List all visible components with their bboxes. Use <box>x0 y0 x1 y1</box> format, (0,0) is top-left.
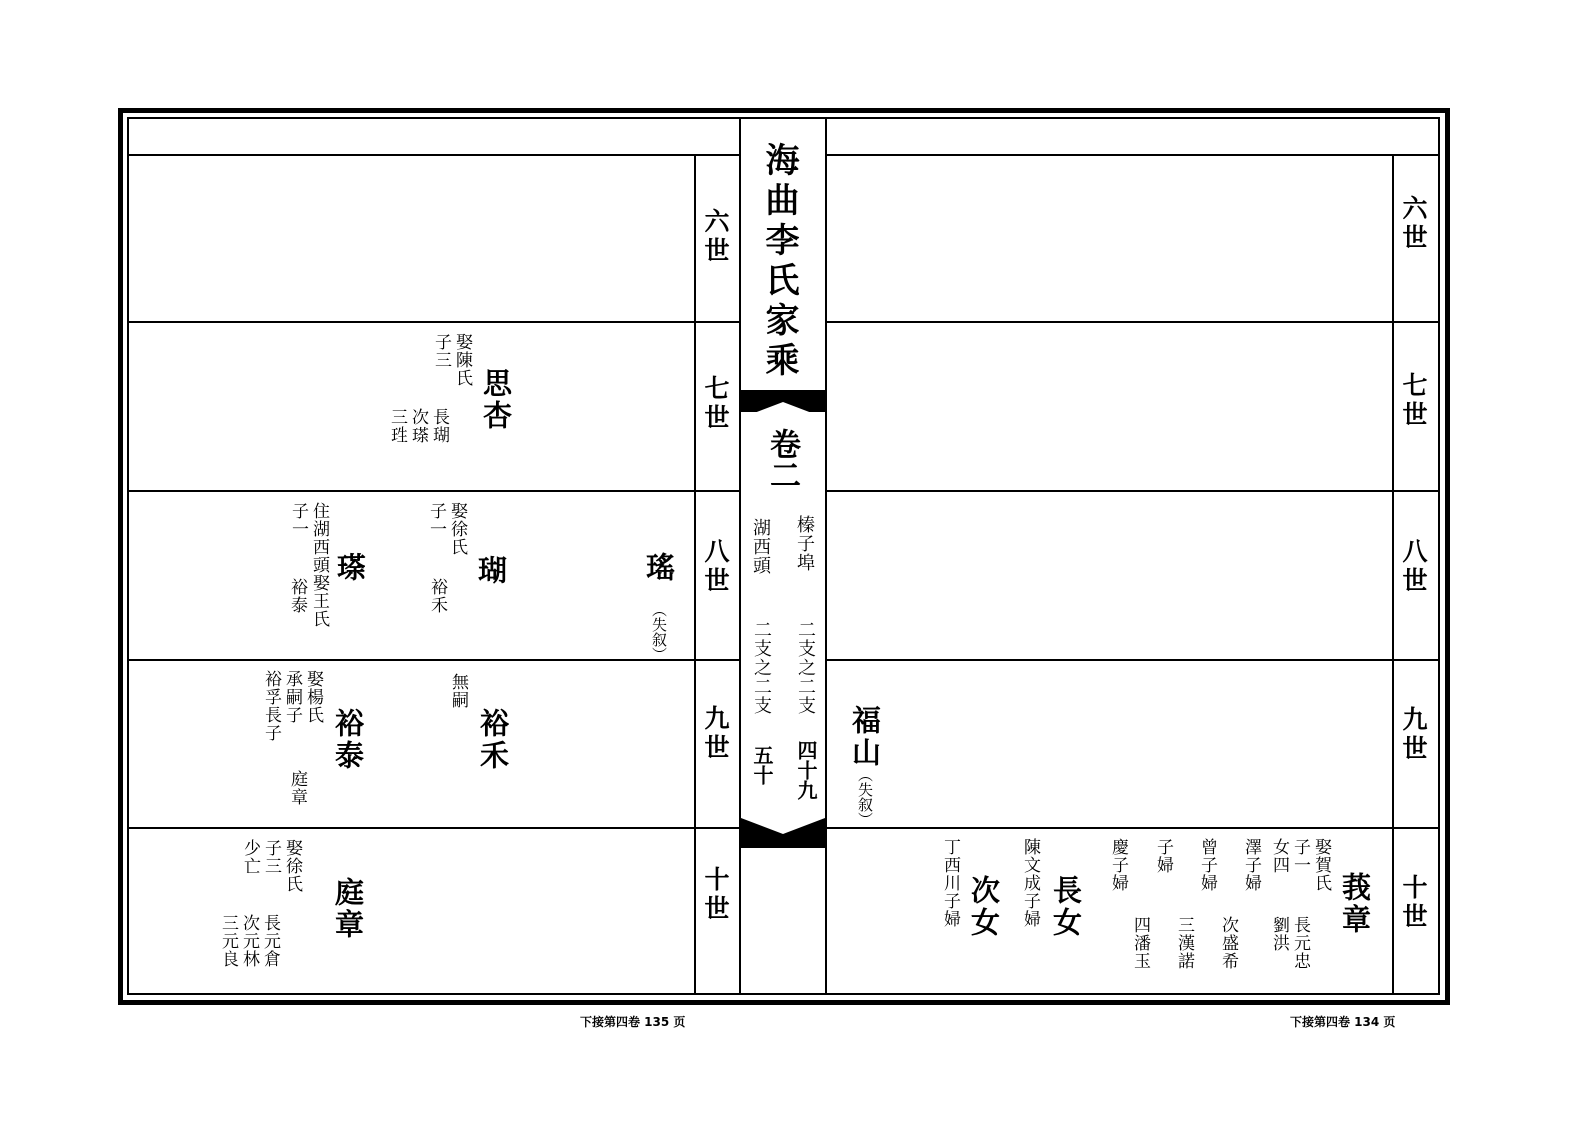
person-name: 思杏 <box>479 368 513 432</box>
row-line <box>825 321 1438 323</box>
footer-right: 下接第四卷 134 页 <box>1290 1015 1396 1029</box>
marriage-note: 娶徐氏 子一 <box>426 502 467 556</box>
row-line <box>825 154 1438 156</box>
spine-band-bottom-chevron <box>741 818 825 838</box>
spine-place-left: 湖西頭 <box>750 518 771 575</box>
footer-left: 下接第四卷 135 页 <box>580 1015 686 1029</box>
row-line <box>129 490 741 492</box>
daughter-in-law-note: 慶子婦 <box>1108 838 1128 892</box>
sons-list: 長元忠 劉洪 <box>1269 916 1310 970</box>
gen-label-7: 七世 <box>1399 372 1428 430</box>
sons-list: 長元倉 次元林 三元良 <box>218 914 280 968</box>
gen-label-9: 九世 <box>1399 706 1428 764</box>
gen-label-7: 七世 <box>701 375 730 433</box>
marriage-note: 娶陳氏 子三 <box>431 333 472 387</box>
gen-label-6: 六世 <box>701 208 730 266</box>
marriage-note: 娶賀氏 子一 女四 <box>1269 838 1331 892</box>
sons-list: 三漢諾 <box>1174 916 1194 970</box>
lost-record-note: （失叙） <box>856 767 874 827</box>
book-title: 海曲李氏家乘 <box>759 142 799 382</box>
person-name: 瑤 <box>642 552 676 584</box>
no-heir-note: 無嗣 <box>448 673 468 709</box>
person-name: 裕泰 <box>331 708 365 772</box>
daughter-in-law-note: 曾子婦 <box>1197 838 1217 892</box>
person-name: 瑚 <box>474 555 508 587</box>
person-name: 長女 <box>1049 875 1083 939</box>
person-name: 裕禾 <box>476 708 510 772</box>
gen-label-10: 十世 <box>701 866 730 924</box>
row-line <box>825 490 1438 492</box>
sons-list: 四潘玉 <box>1130 916 1150 970</box>
daughter-in-law-note: 澤子婦 <box>1241 838 1261 892</box>
lost-record-note: （失叙） <box>650 602 668 662</box>
spine-line-left <box>739 118 741 994</box>
sons-list: 長瑚 次瑹 三珄 <box>387 408 449 444</box>
spine-branch-right: 二支之二支 <box>795 620 816 715</box>
row-line <box>129 321 741 323</box>
row-line <box>825 659 1438 661</box>
person-name: 莪章 <box>1338 872 1372 936</box>
sons-list: 庭章 <box>287 770 307 806</box>
person-name: 瑹 <box>333 552 367 584</box>
gen-label-8: 八世 <box>701 538 730 596</box>
spine-number-left: 五十 <box>750 745 774 785</box>
person-name: 庭章 <box>331 877 365 941</box>
gen-label-10: 十世 <box>1399 874 1428 932</box>
spine-branch-left: 二支之二支 <box>751 620 772 715</box>
marriage-note: 娶徐氏 子三 少亡 <box>240 839 302 893</box>
daughter-in-law-note: 子婦 <box>1153 838 1173 874</box>
husband-note: 陳文成子婦 <box>1020 838 1040 928</box>
gen-label-6: 六世 <box>1399 195 1428 253</box>
spine-place-right: 榛子埠 <box>794 515 815 572</box>
volume-label: 卷二 <box>764 428 800 490</box>
sons-list: 次盛希 <box>1218 916 1238 970</box>
spine-band-bottom <box>741 836 825 848</box>
gen-label-9: 九世 <box>701 705 730 763</box>
spine-number-right: 四十九 <box>794 740 818 800</box>
sons-list: 裕泰 <box>287 578 307 614</box>
row-line <box>825 827 1438 829</box>
gen-column-line <box>694 155 696 994</box>
husband-note: 丁西川子婦 <box>940 838 960 928</box>
spine-band-top-chevron <box>741 398 825 418</box>
person-name: 次女 <box>967 875 1001 939</box>
person-name: 福山 <box>848 705 882 769</box>
gen-column-line <box>1392 155 1394 994</box>
marriage-note: 住湖西頭娶王氏 子一 <box>288 502 329 628</box>
row-line <box>129 827 741 829</box>
row-line <box>129 154 741 156</box>
gen-label-8: 八世 <box>1399 538 1428 596</box>
sons-list: 裕禾 <box>427 578 447 614</box>
marriage-note: 娶楊氏 承嗣子 裕孚長子 <box>261 670 323 742</box>
spine-line-right <box>825 118 827 994</box>
